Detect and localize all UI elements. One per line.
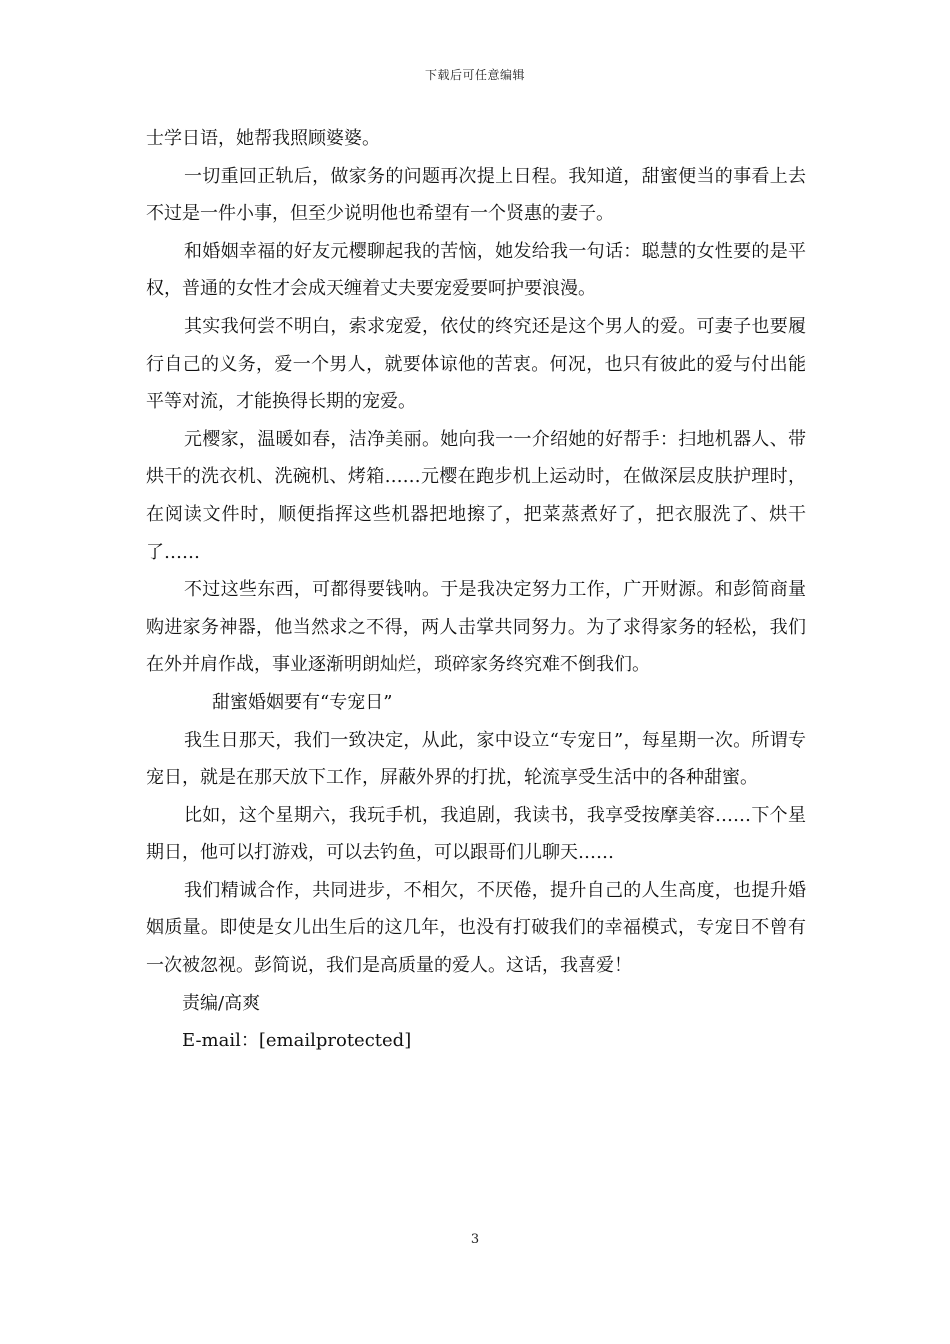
page-header: 下载后可任意编辑	[424, 68, 525, 82]
paragraph-continuation: 士学日语，她帮我照顾婆婆。	[146, 128, 380, 149]
article-body	[146, 120, 806, 1060]
page-number: 3	[470, 1232, 480, 1247]
paragraph: 我们精诚合作，共同进步，不相欠，不厌倦，提升自己的人生高度，也提升婚姻质量。即使是女儿出生后的这几年，也没有打破我们的幸福模式，专宠日不曾有一次被忽视。彭简说，我们是高质量的爱人。这话，我喜爱！	[146, 879, 806, 977]
paragraph: 我生日那天，我们一致决定，从此，家中设立“专宠日”，每星期一次。所谓专宠日，就是在那天放下工作，屏蔽外界的打扰，轮流享受生活中的各种甜蜜。	[146, 729, 806, 789]
paragraph: 其实我何尝不明白，索求宠爱，依仗的终究还是这个男人的爱。可妻子也要履行自己的义务，爱一个男人，就要体谅他的苦衷。何况，也只有彼此的爱与付出能平等对流，才能换得长期的宠爱。	[146, 315, 806, 413]
email-line: E-mail：[emailprotected]	[182, 1030, 412, 1052]
editor-credit: 责编/高爽	[182, 992, 261, 1014]
paragraph: 和婚姻幸福的好友元樱聊起我的苦恼，她发给我一句话：聪慧的女性要的是平权，普通的女性才会成天缠着丈夫要宠爱要呵护要浪漫。	[146, 240, 806, 300]
paragraph: 元樱家，温暖如春，洁净美丽。她向我一一介绍她的好帮手：扫地机器人、带烘干的洗衣机、洗碗机、烤箱……元樱在跑步机上运动时，在做深层皮肤护理时，在阅读文件时，顺便指挥这些机器把地擦了，把菜蒸煮好了，把衣服洗了、烘干了……	[146, 428, 806, 563]
section-heading: 甜蜜婚姻要有“专宠日”	[212, 691, 393, 713]
paragraph: 比如，这个星期六，我玩手机，我追剧，我读书，我享受按摩美容……下个星期日，他可以打游戏，可以去钓鱼，可以跟哥们儿聊天……	[146, 804, 806, 864]
paragraph: 一切重回正轨后，做家务的问题再次提上日程。我知道，甜蜜便当的事看上去不过是一件小事，但至少说明他也希望有一个贤惠的妻子。	[146, 165, 806, 225]
paragraph: 不过这些东西，可都得要钱呐。于是我决定努力工作，广开财源。和彭简商量购进家务神器，他当然求之不得，两人击掌共同努力。为了求得家务的轻松，我们在外并肩作战，事业逐渐明朗灿烂，琐碎家务终究难不倒我们。	[146, 579, 806, 676]
